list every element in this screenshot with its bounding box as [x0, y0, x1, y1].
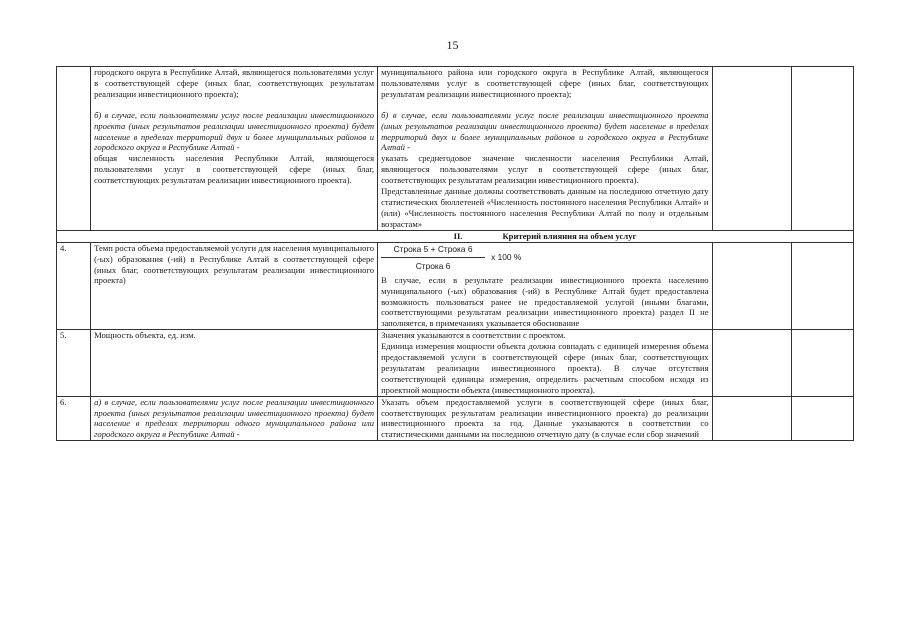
formula-denominator: Строка 6 [415, 260, 451, 271]
note-cell [792, 242, 854, 330]
row-number-cell [57, 67, 91, 231]
formula-numerator: Строка 5 + Строка 6 [381, 244, 485, 258]
criteria-table [56, 66, 854, 441]
indicator-cell: Темп роста объема предоставляемой услуги для населения муниципального (-ых) образования (-ий) в Республике Алтай в соответствующей сфере (иных благ, соответствующих результатам реализации инвестиционного проекта) [91, 242, 378, 330]
section-title: Критерий влияния на объем услуг [502, 230, 637, 241]
value-cell [712, 67, 791, 231]
instruction-cell: Указать объем предоставляемой услуги в соответствующей сфере (иных благ, соответствующих результатам реализации инвестиционного проекта) до реализации инвестиционного проекта за год. Данные указываются в соответствии со статистическими данными на последнюю отчетную дату (в случае если сбор значений [378, 396, 712, 441]
row-number-cell: 5. [57, 330, 91, 396]
instruction-text: В случае, если в результате реализации инвестиционного проекта населению муниципального (-ых) образования (-ий) в Республике Алтай будет предоставлена возможность пользоваться ранее не предоставляемой услугой (иными благами, соответствующими результатам реализации инвестиционного проекта) раздел II не заполняется, в примечаниях указывается обоснование [381, 274, 709, 329]
row-number-cell: 4. [57, 242, 91, 330]
indicator-italic-text: б) в случае, если пользователями услуг после реализации инвестиционного проекта (иных результатов реализации инвестиционного проекта) будет население в пределах территорий двух и более муниципальных районов и городского округа в Республике Алтай - [94, 109, 375, 153]
table-row [57, 330, 854, 396]
instruction-text: муниципального района или городского округа в Республике Алтай, являющегося пользователями услуг в соответствующей сфере (иных благ, соответствующих результатам реализации инвестиционного проекта); [381, 67, 709, 99]
table-row [57, 67, 854, 231]
indicator-cell [91, 67, 378, 231]
value-cell [712, 330, 791, 396]
row-number-cell: 6. [57, 396, 91, 441]
instruction-text: Представленные данные должны соответствовать данным на последнюю отчетную дату статистических бюллетеней «Численность постоянного населения Республики Алтай» и (или) «Численность постоянного населения Республики Алтай по полу и отдельным возрастам» [381, 186, 709, 229]
value-cell [712, 242, 791, 330]
instruction-cell [378, 242, 712, 330]
growth-rate-formula [381, 243, 708, 275]
section-header-row [57, 230, 854, 242]
note-cell [792, 67, 854, 231]
value-cell [712, 396, 791, 441]
section-header-cell [57, 230, 854, 242]
table-row [57, 242, 854, 330]
instruction-text: Значения указываются в соответствии с проектом. [381, 330, 566, 341]
indicator-cell: а) в случае, если пользователями услуг после реализации инвестиционного проекта (иных результатов реализации инвестиционного проекта) будет население в пределах территории одного муниципального района или городского округа в Республике Алтай - [91, 396, 378, 441]
instruction-italic-text: б) в случае, если пользователями услуг после реализации инвестиционного проекта (иных результатов реализации инвестиционного проекта) будет население в пределах территорий двух и более муниципальных районов и городского округа в Республике Алтай - [381, 109, 709, 153]
page-number: 15 [446, 38, 459, 52]
instruction-text: указать среднегодовое значение численности населения Республики Алтай, являющегося пользователями услуг в соответствующей сфере (иных благ, соответствующих результатам реализации инвестиционного проекта). [381, 153, 709, 186]
table-row [57, 396, 854, 441]
formula-multiplier: х 100 % [491, 251, 522, 262]
indicator-text: общая численность населения Республики Алтай, являющегося пользователями услуг в соответствующей сфере (иных благ, соответствующих результатам реализации инвестиционного проекта). [94, 153, 375, 186]
instruction-text: Единица измерения мощности объекта должна совпадать с единицей измерения объема предоставляемой услуги в соответствующей сфере (иных благ, соответствующих результатам реализации инвестиционного проекта). В случае отсутствия соответствующей единицы измерения, определить расчетным способом исходя из проектной мощности объекта (инвестиционного проекта). [381, 341, 709, 395]
section-number: II. [453, 230, 463, 241]
instruction-cell [378, 67, 712, 231]
note-cell [792, 396, 854, 441]
note-cell [792, 330, 854, 396]
indicator-text: городского округа в Республике Алтай, являющегося пользователями услуг в соответствующей сфере (иных благ, соответствующих результатам реализации инвестиционного проекта); [94, 67, 375, 99]
indicator-cell: Мощность объекта, ед. изм. [91, 330, 378, 396]
instruction-cell [378, 330, 712, 396]
